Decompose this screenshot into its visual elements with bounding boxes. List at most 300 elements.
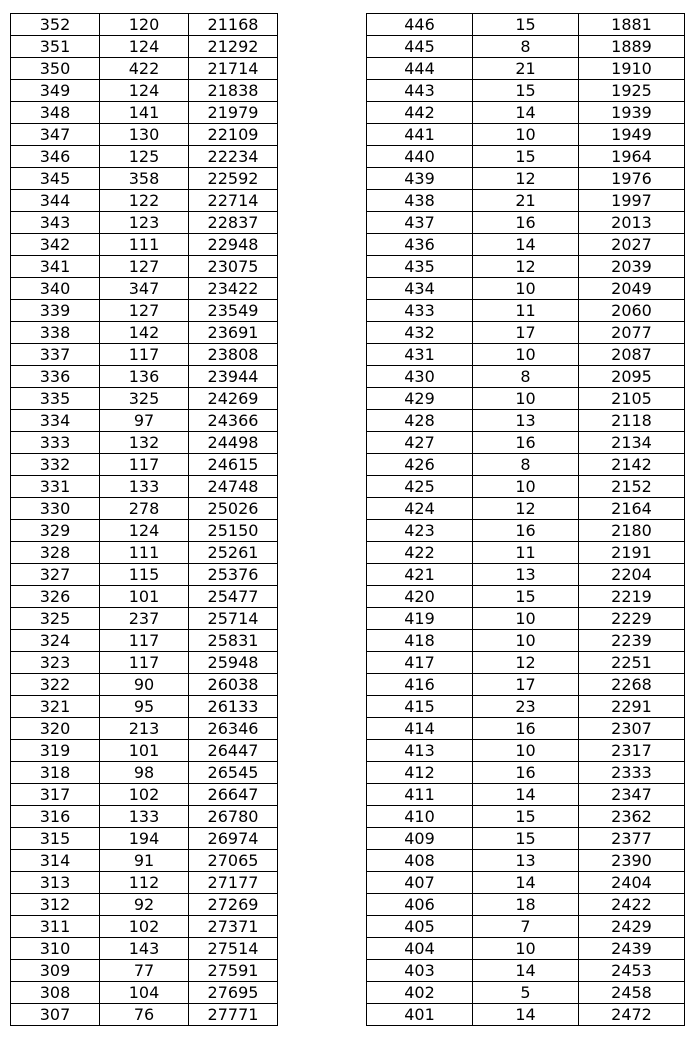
table-cell: 26545	[189, 762, 278, 784]
table-cell: 336	[11, 366, 100, 388]
table-cell: 404	[367, 938, 473, 960]
table-cell: 2229	[579, 608, 685, 630]
table-cell: 323	[11, 652, 100, 674]
table-cell: 428	[367, 410, 473, 432]
table-cell: 17	[473, 674, 579, 696]
table-cell: 416	[367, 674, 473, 696]
table-cell: 445	[367, 36, 473, 58]
table-cell: 101	[100, 586, 189, 608]
left-table-body	[11, 14, 278, 1026]
table-row	[367, 80, 685, 102]
table-cell: 10	[473, 608, 579, 630]
table-row	[11, 916, 278, 938]
table-cell: 2439	[579, 938, 685, 960]
table-cell: 23549	[189, 300, 278, 322]
table-cell: 17	[473, 322, 579, 344]
table-row	[367, 36, 685, 58]
table-row	[11, 36, 278, 58]
table-row	[11, 784, 278, 806]
table-cell: 15	[473, 806, 579, 828]
table-cell: 425	[367, 476, 473, 498]
table-cell: 21292	[189, 36, 278, 58]
table-row	[11, 102, 278, 124]
table-row	[367, 608, 685, 630]
table-row	[11, 168, 278, 190]
table-row	[367, 938, 685, 960]
table-row	[367, 828, 685, 850]
table-cell: 14	[473, 1004, 579, 1026]
table-cell: 23691	[189, 322, 278, 344]
table-row	[11, 872, 278, 894]
table-cell: 439	[367, 168, 473, 190]
table-row	[11, 80, 278, 102]
table-cell: 101	[100, 740, 189, 762]
table-cell: 337	[11, 344, 100, 366]
table-cell: 14	[473, 872, 579, 894]
table-cell: 2060	[579, 300, 685, 322]
table-cell: 408	[367, 850, 473, 872]
table-row	[367, 366, 685, 388]
table-cell: 316	[11, 806, 100, 828]
table-row	[367, 102, 685, 124]
table-cell: 314	[11, 850, 100, 872]
table-row	[367, 696, 685, 718]
table-cell: 16	[473, 212, 579, 234]
table-cell: 12	[473, 256, 579, 278]
table-row	[11, 58, 278, 80]
table-cell: 24366	[189, 410, 278, 432]
table-cell: 2118	[579, 410, 685, 432]
table-cell: 136	[100, 366, 189, 388]
table-cell: 27371	[189, 916, 278, 938]
table-cell: 2164	[579, 498, 685, 520]
table-row	[367, 146, 685, 168]
table-cell: 27177	[189, 872, 278, 894]
table-row	[367, 278, 685, 300]
table-cell: 1964	[579, 146, 685, 168]
table-row	[367, 542, 685, 564]
table-row	[367, 960, 685, 982]
table-cell: 340	[11, 278, 100, 300]
table-cell: 16	[473, 432, 579, 454]
table-row	[367, 454, 685, 476]
table-row	[367, 740, 685, 762]
table-cell: 419	[367, 608, 473, 630]
table-row	[367, 630, 685, 652]
table-cell: 403	[367, 960, 473, 982]
table-cell: 438	[367, 190, 473, 212]
table-cell: 127	[100, 256, 189, 278]
table-row	[11, 454, 278, 476]
table-cell: 328	[11, 542, 100, 564]
table-cell: 2049	[579, 278, 685, 300]
table-row	[367, 564, 685, 586]
table-cell: 15	[473, 80, 579, 102]
table-cell: 329	[11, 520, 100, 542]
table-cell: 25714	[189, 608, 278, 630]
table-cell: 10	[473, 740, 579, 762]
table-cell: 111	[100, 234, 189, 256]
table-cell: 21	[473, 58, 579, 80]
table-cell: 22837	[189, 212, 278, 234]
table-cell: 422	[367, 542, 473, 564]
table-cell: 330	[11, 498, 100, 520]
table-cell: 429	[367, 388, 473, 410]
table-cell: 25150	[189, 520, 278, 542]
table-cell: 320	[11, 718, 100, 740]
table-cell: 8	[473, 454, 579, 476]
table-row	[11, 190, 278, 212]
table-cell: 358	[100, 168, 189, 190]
table-cell: 14	[473, 784, 579, 806]
table-cell: 16	[473, 718, 579, 740]
table-cell: 133	[100, 476, 189, 498]
table-row	[11, 806, 278, 828]
table-cell: 117	[100, 630, 189, 652]
right-data-table	[366, 13, 685, 1026]
table-row	[367, 784, 685, 806]
table-cell: 1910	[579, 58, 685, 80]
table-cell: 421	[367, 564, 473, 586]
table-cell: 2362	[579, 806, 685, 828]
table-cell: 2077	[579, 322, 685, 344]
table-row	[367, 1004, 685, 1026]
table-cell: 10	[473, 388, 579, 410]
table-row	[367, 58, 685, 80]
table-cell: 11	[473, 300, 579, 322]
table-cell: 2390	[579, 850, 685, 872]
table-row	[11, 278, 278, 300]
table-row	[11, 1004, 278, 1026]
table-row	[367, 124, 685, 146]
table-cell: 102	[100, 784, 189, 806]
table-cell: 22714	[189, 190, 278, 212]
table-cell: 443	[367, 80, 473, 102]
table-cell: 2291	[579, 696, 685, 718]
table-cell: 22948	[189, 234, 278, 256]
table-cell: 90	[100, 674, 189, 696]
table-cell: 414	[367, 718, 473, 740]
table-cell: 117	[100, 652, 189, 674]
table-cell: 13	[473, 410, 579, 432]
table-row	[11, 960, 278, 982]
table-row	[11, 476, 278, 498]
table-cell: 112	[100, 872, 189, 894]
table-cell: 411	[367, 784, 473, 806]
table-cell: 2472	[579, 1004, 685, 1026]
table-cell: 2180	[579, 520, 685, 542]
table-cell: 331	[11, 476, 100, 498]
table-row	[11, 388, 278, 410]
table-cell: 27695	[189, 982, 278, 1004]
table-cell: 435	[367, 256, 473, 278]
table-cell: 418	[367, 630, 473, 652]
table-cell: 27591	[189, 960, 278, 982]
table-row	[367, 168, 685, 190]
table-cell: 127	[100, 300, 189, 322]
table-cell: 278	[100, 498, 189, 520]
table-cell: 1949	[579, 124, 685, 146]
table-cell: 8	[473, 36, 579, 58]
table-cell: 21979	[189, 102, 278, 124]
table-row	[11, 938, 278, 960]
table-cell: 420	[367, 586, 473, 608]
table-cell: 7	[473, 916, 579, 938]
table-cell: 1925	[579, 80, 685, 102]
right-table-body	[367, 14, 685, 1026]
table-cell: 324	[11, 630, 100, 652]
table-cell: 16	[473, 520, 579, 542]
table-cell: 2422	[579, 894, 685, 916]
table-cell: 26346	[189, 718, 278, 740]
table-cell: 311	[11, 916, 100, 938]
table-cell: 2268	[579, 674, 685, 696]
table-cell: 10	[473, 938, 579, 960]
table-cell: 2377	[579, 828, 685, 850]
table-cell: 25376	[189, 564, 278, 586]
table-cell: 2219	[579, 586, 685, 608]
table-cell: 11	[473, 542, 579, 564]
table-cell: 2191	[579, 542, 685, 564]
table-cell: 22234	[189, 146, 278, 168]
table-cell: 130	[100, 124, 189, 146]
table-cell: 26647	[189, 784, 278, 806]
table-cell: 2317	[579, 740, 685, 762]
table-cell: 1939	[579, 102, 685, 124]
table-cell: 26133	[189, 696, 278, 718]
table-cell: 321	[11, 696, 100, 718]
table-cell: 405	[367, 916, 473, 938]
table-cell: 2458	[579, 982, 685, 1004]
table-cell: 14	[473, 234, 579, 256]
table-cell: 2404	[579, 872, 685, 894]
table-cell: 10	[473, 124, 579, 146]
table-row	[11, 344, 278, 366]
table-cell: 413	[367, 740, 473, 762]
table-cell: 2152	[579, 476, 685, 498]
table-row	[367, 674, 685, 696]
table-cell: 348	[11, 102, 100, 124]
table-cell: 2013	[579, 212, 685, 234]
table-cell: 76	[100, 1004, 189, 1026]
table-cell: 24615	[189, 454, 278, 476]
table-cell: 347	[11, 124, 100, 146]
table-cell: 143	[100, 938, 189, 960]
table-cell: 23075	[189, 256, 278, 278]
table-cell: 27269	[189, 894, 278, 916]
table-cell: 25948	[189, 652, 278, 674]
table-cell: 345	[11, 168, 100, 190]
table-cell: 442	[367, 102, 473, 124]
table-row	[367, 520, 685, 542]
table-cell: 430	[367, 366, 473, 388]
table-cell: 10	[473, 476, 579, 498]
table-cell: 26780	[189, 806, 278, 828]
table-cell: 440	[367, 146, 473, 168]
table-cell: 427	[367, 432, 473, 454]
table-row	[11, 14, 278, 36]
table-cell: 5	[473, 982, 579, 1004]
table-row	[11, 256, 278, 278]
table-cell: 2095	[579, 366, 685, 388]
table-cell: 310	[11, 938, 100, 960]
table-cell: 432	[367, 322, 473, 344]
table-cell: 1889	[579, 36, 685, 58]
table-cell: 343	[11, 212, 100, 234]
table-row	[11, 652, 278, 674]
table-row	[11, 432, 278, 454]
table-row	[367, 850, 685, 872]
table-cell: 10	[473, 344, 579, 366]
table-cell: 2429	[579, 916, 685, 938]
table-cell: 25477	[189, 586, 278, 608]
table-cell: 339	[11, 300, 100, 322]
table-row	[11, 366, 278, 388]
table-cell: 92	[100, 894, 189, 916]
table-row	[367, 762, 685, 784]
table-row	[367, 718, 685, 740]
table-cell: 1881	[579, 14, 685, 36]
table-cell: 97	[100, 410, 189, 432]
table-cell: 15	[473, 828, 579, 850]
table-cell: 23944	[189, 366, 278, 388]
table-cell: 344	[11, 190, 100, 212]
table-row	[367, 256, 685, 278]
table-cell: 2333	[579, 762, 685, 784]
table-cell: 333	[11, 432, 100, 454]
table-cell: 115	[100, 564, 189, 586]
table-cell: 433	[367, 300, 473, 322]
table-row	[367, 322, 685, 344]
table-row	[367, 432, 685, 454]
table-cell: 104	[100, 982, 189, 1004]
table-cell: 352	[11, 14, 100, 36]
table-cell: 1997	[579, 190, 685, 212]
table-row	[11, 146, 278, 168]
table-cell: 312	[11, 894, 100, 916]
table-cell: 317	[11, 784, 100, 806]
table-cell: 444	[367, 58, 473, 80]
table-row	[11, 124, 278, 146]
table-cell: 213	[100, 718, 189, 740]
table-cell: 401	[367, 1004, 473, 1026]
table-cell: 125	[100, 146, 189, 168]
table-cell: 334	[11, 410, 100, 432]
table-cell: 318	[11, 762, 100, 784]
table-row	[11, 234, 278, 256]
table-cell: 309	[11, 960, 100, 982]
table-cell: 16	[473, 762, 579, 784]
table-row	[367, 190, 685, 212]
table-cell: 237	[100, 608, 189, 630]
table-cell: 434	[367, 278, 473, 300]
table-cell: 2142	[579, 454, 685, 476]
table-cell: 8	[473, 366, 579, 388]
table-cell: 410	[367, 806, 473, 828]
table-cell: 15	[473, 146, 579, 168]
table-cell: 23	[473, 696, 579, 718]
table-cell: 412	[367, 762, 473, 784]
table-cell: 341	[11, 256, 100, 278]
table-cell: 441	[367, 124, 473, 146]
table-cell: 22592	[189, 168, 278, 190]
table-row	[11, 894, 278, 916]
table-cell: 422	[100, 58, 189, 80]
table-cell: 194	[100, 828, 189, 850]
table-cell: 431	[367, 344, 473, 366]
table-cell: 332	[11, 454, 100, 476]
table-cell: 325	[100, 388, 189, 410]
table-cell: 23808	[189, 344, 278, 366]
table-row	[11, 212, 278, 234]
table-cell: 26038	[189, 674, 278, 696]
table-cell: 12	[473, 168, 579, 190]
table-cell: 24748	[189, 476, 278, 498]
table-row	[11, 740, 278, 762]
table-cell: 350	[11, 58, 100, 80]
table-cell: 117	[100, 344, 189, 366]
table-cell: 15	[473, 14, 579, 36]
table-cell: 342	[11, 234, 100, 256]
table-cell: 26974	[189, 828, 278, 850]
table-cell: 124	[100, 80, 189, 102]
table-cell: 12	[473, 498, 579, 520]
table-row	[11, 828, 278, 850]
table-row	[11, 982, 278, 1004]
table-cell: 21168	[189, 14, 278, 36]
table-row	[11, 300, 278, 322]
table-cell: 13	[473, 564, 579, 586]
table-row	[11, 718, 278, 740]
table-row	[367, 982, 685, 1004]
table-cell: 18	[473, 894, 579, 916]
table-cell: 417	[367, 652, 473, 674]
table-row	[11, 410, 278, 432]
table-cell: 446	[367, 14, 473, 36]
table-row	[367, 234, 685, 256]
table-cell: 10	[473, 630, 579, 652]
table-cell: 436	[367, 234, 473, 256]
table-row	[367, 652, 685, 674]
table-cell: 426	[367, 454, 473, 476]
table-cell: 437	[367, 212, 473, 234]
table-cell: 27771	[189, 1004, 278, 1026]
table-cell: 2347	[579, 784, 685, 806]
table-cell: 2105	[579, 388, 685, 410]
table-row	[367, 894, 685, 916]
table-row	[11, 586, 278, 608]
table-cell: 25261	[189, 542, 278, 564]
table-cell: 120	[100, 14, 189, 36]
table-cell: 415	[367, 696, 473, 718]
table-cell: 124	[100, 36, 189, 58]
table-row	[367, 344, 685, 366]
table-cell: 424	[367, 498, 473, 520]
table-cell: 102	[100, 916, 189, 938]
table-row	[11, 608, 278, 630]
table-row	[11, 322, 278, 344]
table-cell: 123	[100, 212, 189, 234]
table-row	[367, 410, 685, 432]
table-cell: 409	[367, 828, 473, 850]
table-cell: 132	[100, 432, 189, 454]
table-cell: 2251	[579, 652, 685, 674]
table-row	[367, 586, 685, 608]
table-cell: 338	[11, 322, 100, 344]
left-data-table	[10, 13, 278, 1026]
table-cell: 91	[100, 850, 189, 872]
table-cell: 2027	[579, 234, 685, 256]
